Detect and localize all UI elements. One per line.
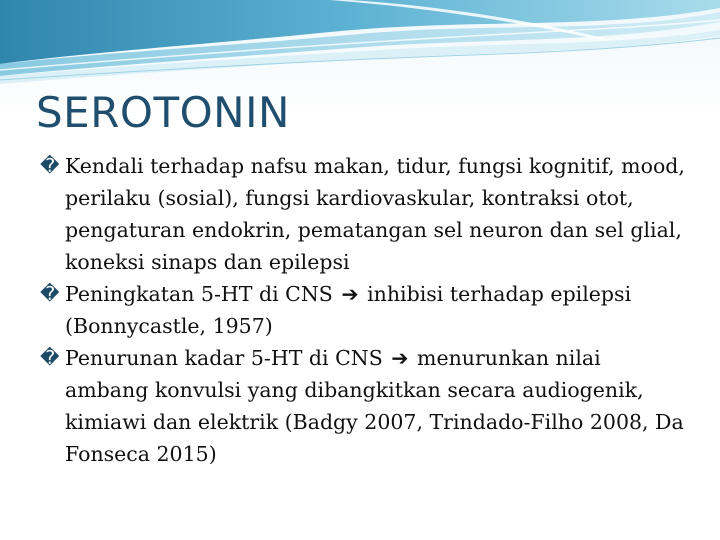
right-arrow-icon: ➔ (391, 346, 409, 370)
bullet-icon: � (40, 347, 60, 369)
bullet-list (40, 150, 690, 470)
bullet-text: menurunkan nilai ambang konvulsi yang dibangkitkan secara audiogenik, kimiawi dan elektrik (Badgy 2007, Trindado-Filho 2008, Da Fonseca 2015) (65, 346, 684, 466)
bullet-text: inhibisi terhadap epilepsi (Bonnycastle, 1957) (65, 282, 632, 338)
bullet-icon: � (40, 155, 60, 177)
bullet-item (40, 150, 690, 278)
slide-title: SEROTONIN (36, 88, 290, 137)
bullet-text: Penurunan kadar 5-HT di CNS (65, 346, 383, 370)
bullet-text: Peningkatan 5-HT di CNS (65, 282, 333, 306)
header-wave-decoration (0, 0, 720, 90)
bullet-icon: � (40, 283, 60, 305)
bullet-item (40, 278, 690, 342)
right-arrow-icon: ➔ (341, 282, 359, 306)
bullet-item (40, 342, 690, 470)
bullet-text: Kendali terhadap nafsu makan, tidur, fungsi kognitif, mood, perilaku (sosial), fungsi kardiovaskular, kontraksi otot, pengaturan endokrin, pematangan sel neuron dan sel glial, koneksi sinaps dan epilepsi (65, 154, 685, 274)
